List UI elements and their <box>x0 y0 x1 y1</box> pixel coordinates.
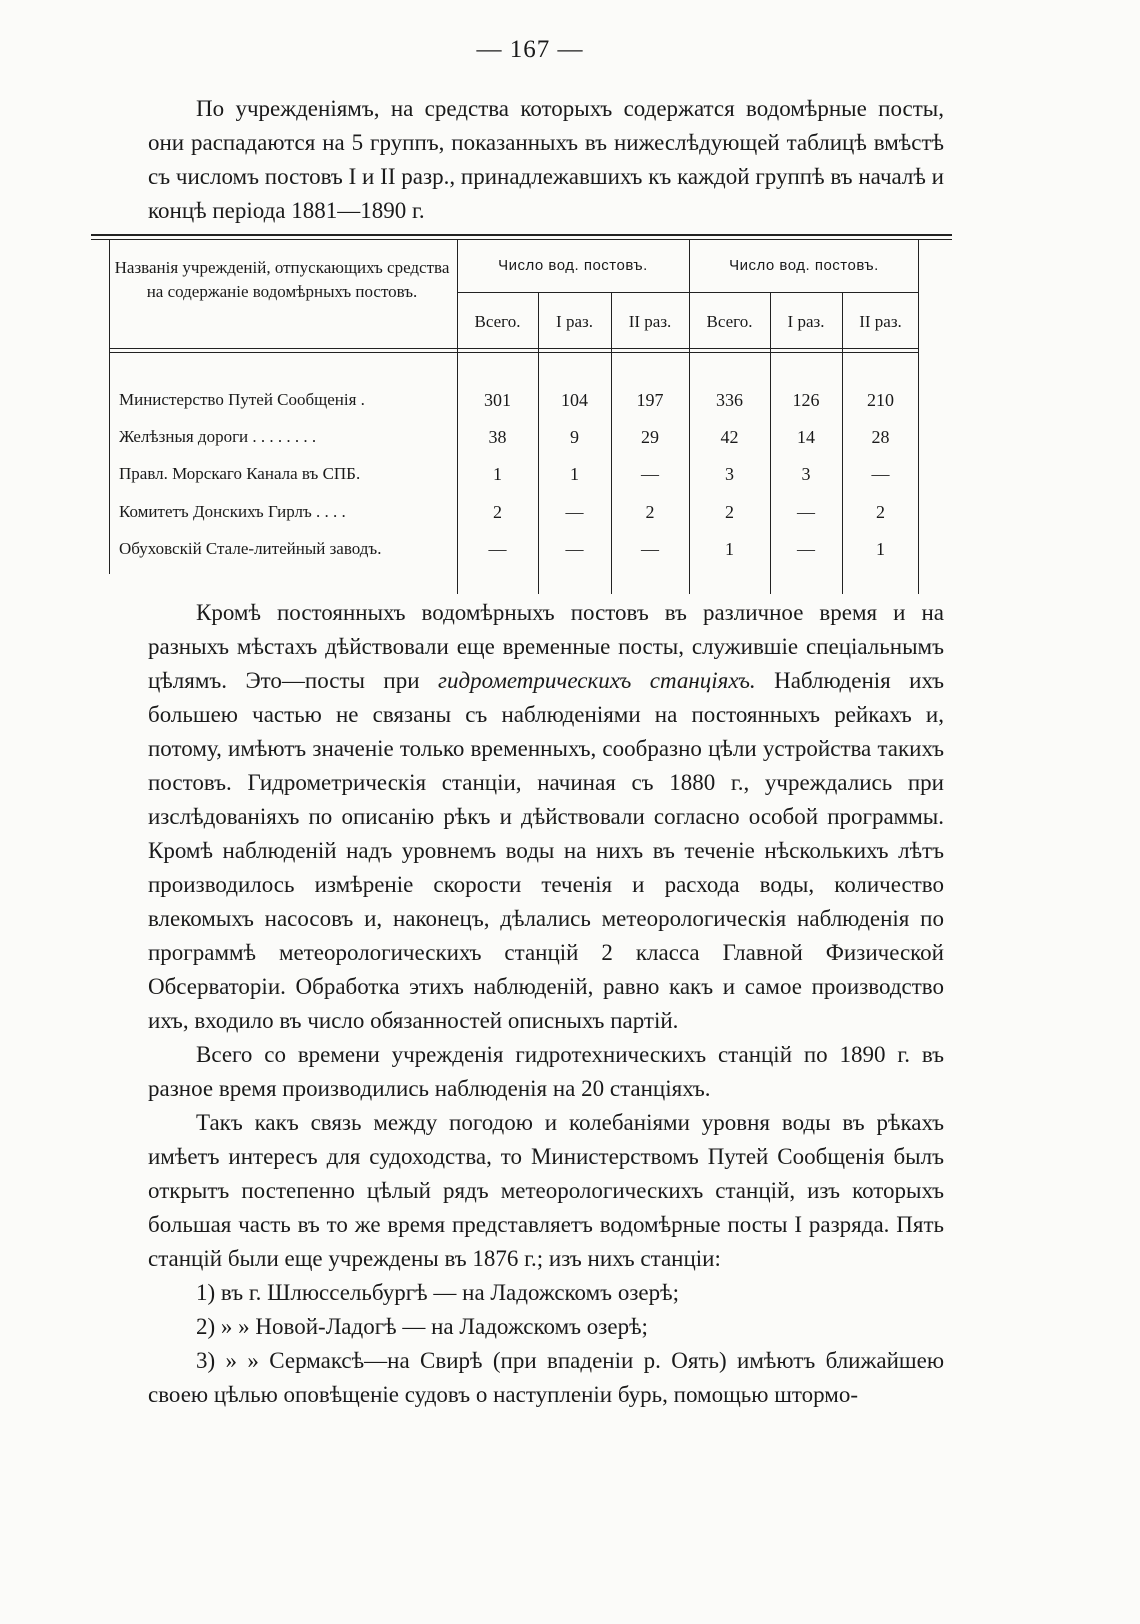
table-cell: 210 <box>867 390 894 410</box>
col-header: Всего. <box>474 312 521 331</box>
list-item-1: 1) въ г. Шлюссельбургѣ — на Ладожскомъ озерѣ; <box>196 1280 679 1305</box>
table-cell: 2 <box>493 502 502 522</box>
table-cell: 1 <box>570 464 579 484</box>
table-cell: 2 <box>645 502 655 522</box>
table-cell: 3 <box>725 464 734 484</box>
table-cell: 301 <box>484 390 511 410</box>
table-hline <box>457 292 919 293</box>
table-cell: — <box>641 539 659 559</box>
table-cell: 1 <box>876 539 885 559</box>
col-header: I раз. <box>787 312 825 331</box>
list-item-3: 3) » » Сермаксѣ—на Свирѣ (при впаденіи р. Оять) имѣютъ ближайшею своею цѣлью оповѣщеніе судовъ о наступленіи бурь, помощью штормо- <box>148 1348 944 1407</box>
row-label: Желѣзныя дороги . . . . . . . . <box>119 427 317 446</box>
row-label: Министерство Путей Сообщенія . <box>119 390 365 409</box>
table-cell: 1 <box>725 539 734 559</box>
table-cell: 9 <box>570 427 579 447</box>
table-cell: 28 <box>871 427 890 447</box>
table-hline <box>109 348 919 349</box>
paragraph-stations-count: Всего со времени учрежденія гидротехническихъ станцій по 1890 г. въ разное время производились наблюденія на 20 станціяхъ. <box>148 1042 944 1101</box>
table-hline <box>109 352 919 353</box>
table-cell: 197 <box>636 390 664 410</box>
p1-italic-term: гидрометрическихъ станціяхъ. <box>437 668 756 693</box>
group-header-1881: Число вод. постовъ. <box>498 257 648 274</box>
col-header: I раз. <box>556 312 593 331</box>
row-label: Правл. Морскаго Канала въ СПБ. <box>119 464 361 483</box>
table-cell: — <box>488 539 507 559</box>
col-header: II раз. <box>859 312 902 331</box>
paragraph-meteo-stations: Такъ какъ связь между погодою и колебаніями уровня воды въ рѣкахъ имѣетъ интересъ для судоходства, то Министерствомъ Путей Сообщенія былъ открытъ постепенно цѣлый рядъ метеорологическихъ станцій, изъ которыхъ большая часть въ то же время представляетъ водомѣрные посты I разряда. Пять станцій были еще учреждены въ 1876 г.; изъ нихъ станціи: <box>148 1110 944 1271</box>
table-cell: 2 <box>725 502 734 522</box>
table-cell: — <box>565 539 584 559</box>
page-number: — 167 — <box>476 36 584 63</box>
list-item-2: 2) » » Новой-Ладогѣ — на Ладожскомъ озерѣ; <box>196 1314 648 1339</box>
table-cell: 14 <box>797 427 815 447</box>
table-cell: — <box>565 502 584 522</box>
table-top-rule-thin <box>91 239 952 240</box>
table-cell: 42 <box>720 427 739 447</box>
table-cell: — <box>797 502 815 522</box>
p1-text-b: Наблюденія ихъ большею частью не связаны съ наблюденіями на постоянныхъ рейкахъ и, потому, имѣютъ значеніе только временныхъ, сообразно цѣли устройства такихъ постовъ. Гидрометрическія станціи, начиная съ 1880 г., учреждались при изслѣдованіяхъ по описанію рѣкъ и дѣйствовали согласно особой программы. Кромѣ наблюденій надъ уровнемъ воды на нихъ въ теченіе нѣсколькихъ лѣтъ производилось измѣреніе скорости теченія и расхода воды, количество влекомыхъ насосовъ и, наконецъ, дѣлались метеорологическія наблюденія по программѣ метеорологическихъ станцій 2 класса Главной Физической Обсерваторіи. Обработка этихъ наблюденій, равно какъ и самое производство ихъ, входило въ число обязанностей описныхъ партій. <box>148 668 944 1033</box>
col-header: Всего. <box>706 312 753 331</box>
table-top-rule <box>91 234 952 236</box>
table-cell: 104 <box>561 390 588 410</box>
intro-paragraph <box>148 92 944 228</box>
col-header: II раз. <box>628 312 672 331</box>
table-cell: — <box>641 464 659 484</box>
intro-text: По учрежденіямъ, на средства которыхъ содержатся водомѣрные посты, они распадаются на 5 группъ, показанныхъ въ нижеслѣдующей таблицѣ вмѣстѣ съ числомъ постовъ I и II разр., принадлежавшихъ къ каждой группѣ въ началѣ и концѣ періода 1881—1890 г. <box>148 96 944 223</box>
table-cell: 1 <box>493 464 502 484</box>
body-text <box>148 596 944 1412</box>
table-cell: — <box>871 464 890 484</box>
table-cell: 2 <box>876 502 885 522</box>
table-vline <box>109 240 110 574</box>
group-header-1890: Число вод. постовъ. <box>729 257 879 274</box>
table-cell: 29 <box>641 427 659 447</box>
row-label: Обуховскій Стале-литейный заводъ. <box>119 539 382 558</box>
table-cell: 3 <box>801 464 811 484</box>
paragraph-temporary-posts <box>148 596 944 1038</box>
row-label: Комитетъ Донскихъ Гирлъ . . . . <box>119 502 346 521</box>
table-cell: 336 <box>716 390 743 410</box>
p1-text-a: Кромѣ постоянныхъ водомѣрныхъ постовъ въ различное время и на разныхъ мѣстахъ дѣйствовали еще временные посты, служившіе спеціальнымъ цѣлямъ. Это—посты при <box>148 600 944 693</box>
table-cell: — <box>797 539 815 559</box>
table-cell: 38 <box>488 427 507 447</box>
data-table <box>91 234 952 594</box>
table-header-title: Названія учрежденій, отпускающихъ средства на содержаніе водомѣрныхъ постовъ. <box>114 258 450 301</box>
table-cell: 126 <box>792 390 820 410</box>
